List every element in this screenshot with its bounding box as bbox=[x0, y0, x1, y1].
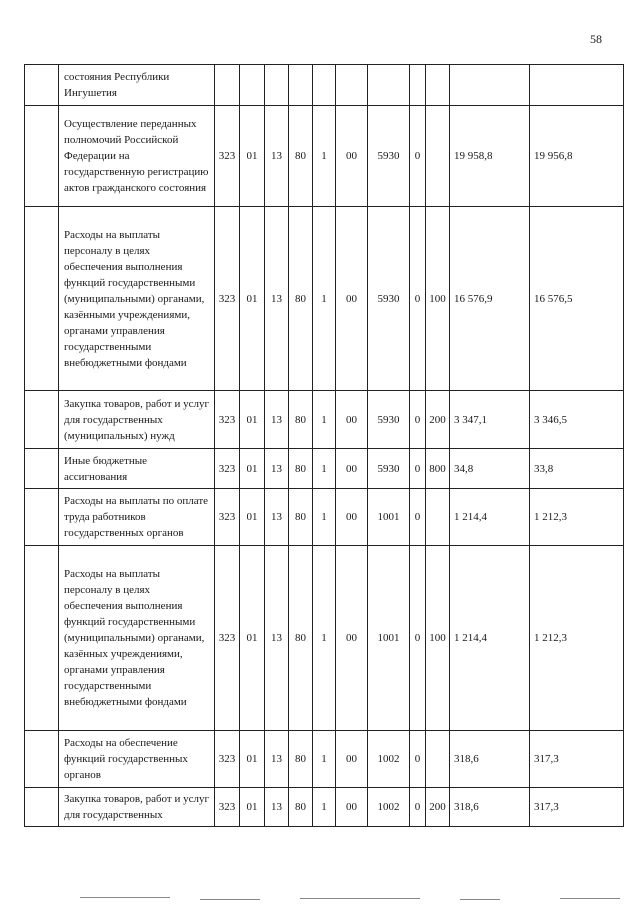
table-row bbox=[25, 731, 624, 788]
expense-type-code-cell bbox=[426, 731, 450, 788]
section-code-cell bbox=[240, 65, 265, 106]
subprogram-code-cell: 1 bbox=[313, 106, 336, 207]
direction-code-cell: 5930 bbox=[368, 106, 410, 207]
direction-code-cell: 1001 bbox=[368, 489, 410, 546]
direction-suffix-cell: 0 bbox=[410, 106, 426, 207]
expense-type-code-cell bbox=[426, 106, 450, 207]
subprogram-code-cell: 1 bbox=[313, 546, 336, 731]
program-code-cell: 80 bbox=[289, 449, 313, 489]
amount-planned-cell: 3 347,1 bbox=[450, 391, 530, 449]
section-code-cell: 01 bbox=[240, 489, 265, 546]
amount-executed-cell: 317,3 bbox=[530, 788, 624, 827]
program-code-cell bbox=[289, 65, 313, 106]
section-code-cell: 01 bbox=[240, 546, 265, 731]
amount-executed-cell: 16 576,5 bbox=[530, 207, 624, 391]
scan-artifact-line bbox=[560, 898, 620, 899]
program-code-cell: 80 bbox=[289, 731, 313, 788]
amount-executed-cell bbox=[530, 65, 624, 106]
budget-table bbox=[24, 64, 624, 827]
amount-planned-cell bbox=[450, 65, 530, 106]
expense-type-code-cell: 200 bbox=[426, 391, 450, 449]
ministry-code-cell: 323 bbox=[215, 106, 240, 207]
direction-suffix-cell: 0 bbox=[410, 731, 426, 788]
row-number-cell bbox=[25, 207, 59, 391]
expense-type-code-cell: 100 bbox=[426, 207, 450, 391]
scan-artifact-line bbox=[300, 898, 420, 899]
table-row bbox=[25, 546, 624, 731]
scan-artifact-line bbox=[460, 899, 500, 900]
expense-type-code-cell: 100 bbox=[426, 546, 450, 731]
event-code-cell: 00 bbox=[336, 731, 368, 788]
expense-name-cell: Расходы на выплаты персоналу в целях обеспечения выполнения функций государственными (муниципальными) органами, казёнными учреждениями, органами управления государственными внебюджетными фондами bbox=[59, 207, 215, 391]
row-number-cell bbox=[25, 489, 59, 546]
program-code-cell: 80 bbox=[289, 546, 313, 731]
amount-executed-cell: 33,8 bbox=[530, 449, 624, 489]
expense-name-cell: Закупка товаров, работ и услуг для государственных bbox=[59, 788, 215, 827]
subsection-code-cell: 13 bbox=[265, 788, 289, 827]
row-number-cell bbox=[25, 449, 59, 489]
section-code-cell: 01 bbox=[240, 391, 265, 449]
event-code-cell: 00 bbox=[336, 546, 368, 731]
table-row bbox=[25, 489, 624, 546]
row-number-cell bbox=[25, 546, 59, 731]
section-code-cell: 01 bbox=[240, 106, 265, 207]
subsection-code-cell: 13 bbox=[265, 731, 289, 788]
table-row bbox=[25, 788, 624, 827]
section-code-cell: 01 bbox=[240, 449, 265, 489]
direction-code-cell bbox=[368, 65, 410, 106]
program-code-cell: 80 bbox=[289, 207, 313, 391]
amount-planned-cell: 19 958,8 bbox=[450, 106, 530, 207]
ministry-code-cell: 323 bbox=[215, 546, 240, 731]
section-code-cell: 01 bbox=[240, 788, 265, 827]
expense-name-cell: Иные бюджетные ассигнования bbox=[59, 449, 215, 489]
subsection-code-cell: 13 bbox=[265, 207, 289, 391]
expense-name-cell: Расходы на выплаты по оплате труда работников государственных органов bbox=[59, 489, 215, 546]
event-code-cell: 00 bbox=[336, 449, 368, 489]
row-number-cell bbox=[25, 391, 59, 449]
subsection-code-cell: 13 bbox=[265, 106, 289, 207]
ministry-code-cell: 323 bbox=[215, 788, 240, 827]
subsection-code-cell: 13 bbox=[265, 489, 289, 546]
amount-planned-cell: 1 214,4 bbox=[450, 489, 530, 546]
expense-type-code-cell bbox=[426, 65, 450, 106]
scan-artifact-line bbox=[200, 899, 260, 900]
table-row bbox=[25, 449, 624, 489]
ministry-code-cell: 323 bbox=[215, 731, 240, 788]
row-number-cell bbox=[25, 106, 59, 207]
amount-planned-cell: 1 214,4 bbox=[450, 546, 530, 731]
direction-suffix-cell: 0 bbox=[410, 449, 426, 489]
row-number-cell bbox=[25, 788, 59, 827]
row-number-cell bbox=[25, 731, 59, 788]
expense-type-code-cell bbox=[426, 489, 450, 546]
table-row bbox=[25, 391, 624, 449]
subprogram-code-cell: 1 bbox=[313, 449, 336, 489]
direction-suffix-cell bbox=[410, 65, 426, 106]
event-code-cell: 00 bbox=[336, 106, 368, 207]
direction-code-cell: 1002 bbox=[368, 788, 410, 827]
direction-suffix-cell: 0 bbox=[410, 546, 426, 731]
page-number: 58 bbox=[590, 32, 602, 46]
event-code-cell: 00 bbox=[336, 788, 368, 827]
ministry-code-cell bbox=[215, 65, 240, 106]
row-number-cell bbox=[25, 65, 59, 106]
event-code-cell bbox=[336, 65, 368, 106]
amount-planned-cell: 318,6 bbox=[450, 788, 530, 827]
subsection-code-cell: 13 bbox=[265, 391, 289, 449]
amount-planned-cell: 318,6 bbox=[450, 731, 530, 788]
subsection-code-cell bbox=[265, 65, 289, 106]
amount-planned-cell: 34,8 bbox=[450, 449, 530, 489]
scan-artifact-line bbox=[80, 897, 170, 898]
direction-code-cell: 5930 bbox=[368, 449, 410, 489]
direction-code-cell: 1002 bbox=[368, 731, 410, 788]
ministry-code-cell: 323 bbox=[215, 449, 240, 489]
program-code-cell: 80 bbox=[289, 788, 313, 827]
subprogram-code-cell: 1 bbox=[313, 731, 336, 788]
table-row bbox=[25, 207, 624, 391]
ministry-code-cell: 323 bbox=[215, 489, 240, 546]
direction-code-cell: 5930 bbox=[368, 207, 410, 391]
amount-executed-cell: 3 346,5 bbox=[530, 391, 624, 449]
direction-suffix-cell: 0 bbox=[410, 391, 426, 449]
section-code-cell: 01 bbox=[240, 731, 265, 788]
section-code-cell: 01 bbox=[240, 207, 265, 391]
subsection-code-cell: 13 bbox=[265, 546, 289, 731]
direction-suffix-cell: 0 bbox=[410, 489, 426, 546]
direction-code-cell: 5930 bbox=[368, 391, 410, 449]
expense-type-code-cell: 800 bbox=[426, 449, 450, 489]
subprogram-code-cell: 1 bbox=[313, 391, 336, 449]
event-code-cell: 00 bbox=[336, 207, 368, 391]
event-code-cell: 00 bbox=[336, 391, 368, 449]
direction-suffix-cell: 0 bbox=[410, 788, 426, 827]
expense-name-cell: Закупка товаров, работ и услуг для государственных (муниципальных) нужд bbox=[59, 391, 215, 449]
direction-suffix-cell: 0 bbox=[410, 207, 426, 391]
subprogram-code-cell: 1 bbox=[313, 788, 336, 827]
subprogram-code-cell bbox=[313, 65, 336, 106]
amount-executed-cell: 19 956,8 bbox=[530, 106, 624, 207]
subsection-code-cell: 13 bbox=[265, 449, 289, 489]
expense-name-cell: Расходы на обеспечение функций государственных органов bbox=[59, 731, 215, 788]
expense-name-cell: Расходы на выплаты персоналу в целях обеспечения выполнения функций государственными (муниципальными) органами, казённых учреждениями, органами управления государственными внебюджетными фондами bbox=[59, 546, 215, 731]
amount-executed-cell: 1 212,3 bbox=[530, 546, 624, 731]
expense-type-code-cell: 200 bbox=[426, 788, 450, 827]
program-code-cell: 80 bbox=[289, 106, 313, 207]
expense-name-cell: состояния Республики Ингушетия bbox=[59, 65, 215, 106]
ministry-code-cell: 323 bbox=[215, 391, 240, 449]
subprogram-code-cell: 1 bbox=[313, 489, 336, 546]
subprogram-code-cell: 1 bbox=[313, 207, 336, 391]
expense-name-cell: Осуществление переданных полномочий Российской Федерации на государственную регистрацию актов гражданского состояния bbox=[59, 106, 215, 207]
table-row bbox=[25, 106, 624, 207]
amount-executed-cell: 317,3 bbox=[530, 731, 624, 788]
ministry-code-cell: 323 bbox=[215, 207, 240, 391]
direction-code-cell: 1001 bbox=[368, 546, 410, 731]
table-row bbox=[25, 65, 624, 106]
amount-executed-cell: 1 212,3 bbox=[530, 489, 624, 546]
program-code-cell: 80 bbox=[289, 489, 313, 546]
event-code-cell: 00 bbox=[336, 489, 368, 546]
program-code-cell: 80 bbox=[289, 391, 313, 449]
amount-planned-cell: 16 576,9 bbox=[450, 207, 530, 391]
